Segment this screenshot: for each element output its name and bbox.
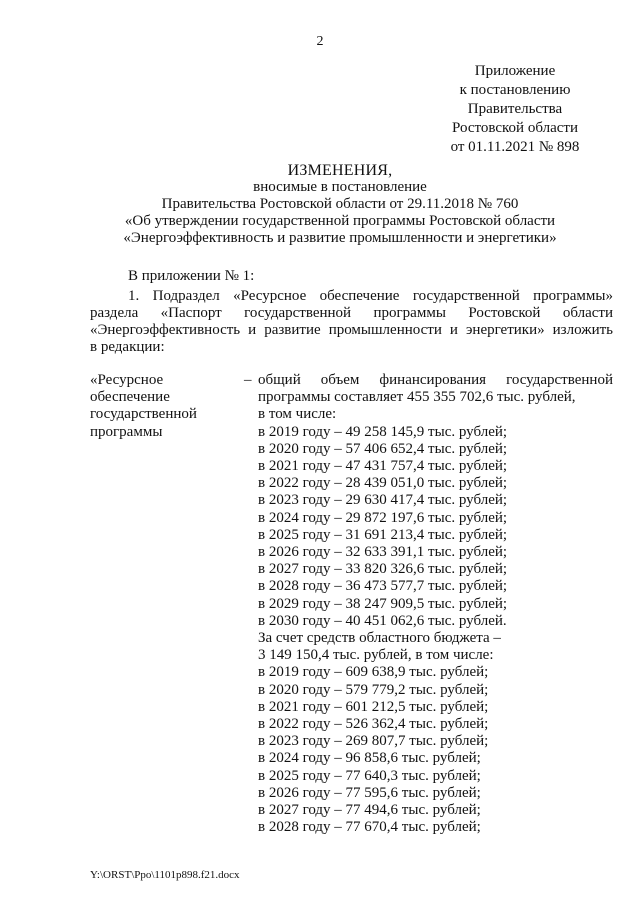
file-path-footer: Y:\ORST\Ppo\1101p898.f21.docx (90, 869, 240, 881)
total-line: в том числе: (258, 406, 337, 423)
regional-line: 3 149 150,4 тыс. рублей, в том числе: (258, 647, 494, 664)
attachment-block (440, 62, 590, 157)
year-amount-row: в 2019 году – 609 638,9 тыс. рублей; (258, 664, 489, 681)
year-amount-row: в 2026 году – 32 633 391,1 тыс. рублей; (258, 544, 508, 561)
heading-line: Правительства Ростовской области от 29.11.2018 № 760 (161, 196, 519, 212)
year-amount-row: в 2019 году – 49 258 145,9 тыс. рублей; (258, 423, 508, 440)
years-total-list (258, 424, 613, 630)
year-amount-row: в 2024 году – 29 872 197,6 тыс. рублей; (258, 509, 508, 526)
year-amount-row: в 2027 году – 77 494,6 тыс. рублей; (258, 802, 481, 819)
year-amount-row: в 2022 году – 28 439 051,0 тыс. рублей; (258, 475, 508, 492)
attachment-line: Правительства (467, 101, 563, 117)
heading-line: вносимые в постановление (253, 179, 427, 195)
paragraph-line: раздела «Паспорт государственной программы Ростовской области (90, 305, 613, 321)
paragraph-line: в редакции: (90, 339, 165, 355)
page-number: 2 (316, 34, 324, 49)
amendment-paragraph (90, 288, 613, 356)
heading-title: ИЗМЕНЕНИЯ, (287, 162, 393, 179)
year-amount-row: в 2026 году – 77 595,6 тыс. рублей; (258, 784, 481, 801)
year-amount-row: в 2020 году – 579 779,2 тыс. рублей; (258, 681, 489, 698)
year-amount-row: в 2028 году – 77 670,4 тыс. рублей; (258, 819, 481, 836)
year-amount-row: в 2021 году – 601 212,5 тыс. рублей; (258, 698, 489, 715)
total-word: государственной (506, 372, 613, 388)
year-amount-row: в 2025 году – 31 691 213,4 тыс. рублей; (258, 526, 508, 543)
resource-label (90, 372, 240, 441)
year-amount-row: в 2028 году – 36 473 577,7 тыс. рублей; (258, 578, 508, 595)
attachment-line: к постановлению (459, 82, 571, 98)
year-amount-row: в 2025 году – 77 640,3 тыс. рублей; (258, 767, 481, 784)
heading-line: «Об утверждении государственной программы Ростовской области (124, 213, 556, 229)
document-heading (60, 162, 620, 247)
attachment-line: Ростовской области (452, 120, 578, 136)
regional-line: За счет средств областного бюджета – (258, 630, 501, 647)
attachment-line: Приложение (474, 63, 556, 79)
total-line (258, 372, 613, 389)
total-word: общий (258, 372, 301, 388)
attachment-line: от 01.11.2021 № 898 (450, 139, 580, 155)
years-regional-list (258, 664, 613, 836)
year-amount-row: в 2022 году – 526 362,4 тыс. рублей; (258, 716, 489, 733)
year-amount-row: в 2021 году – 47 431 757,4 тыс. рублей; (258, 458, 508, 475)
resource-label-line: «Ресурсное (90, 372, 164, 388)
resource-content (258, 372, 613, 836)
resource-dash: – (244, 372, 252, 388)
paragraph-line: 1. Подраздел «Ресурсное обеспечение государственной программы» (128, 288, 613, 304)
year-amount-row: в 2027 году – 33 820 326,6 тыс. рублей; (258, 561, 508, 578)
resource-label-line: государственной (90, 406, 197, 423)
year-amount-row: в 2020 году – 57 406 652,4 тыс. рублей; (258, 440, 508, 457)
total-word: объем (320, 372, 360, 388)
year-amount-row: в 2023 году – 269 807,7 тыс. рублей; (258, 733, 489, 750)
year-amount-row: в 2029 году – 38 247 909,5 тыс. рублей; (258, 595, 508, 612)
year-amount-row: в 2023 году – 29 630 417,4 тыс. рублей; (258, 492, 508, 509)
year-amount-row: в 2024 году – 96 858,6 тыс. рублей; (258, 750, 481, 767)
heading-line: «Энергоэффективность и развитие промышленности и энергетики» (123, 230, 557, 246)
total-word: финансирования (379, 372, 487, 388)
paragraph-line: «Энергоэффективность и развитие промышленности и энергетики» изложить (90, 322, 613, 338)
total-line: программы составляет 455 355 702,6 тыс. рублей, (258, 389, 576, 406)
resource-label-line: обеспечение (90, 389, 170, 406)
year-amount-row: в 2030 году – 40 451 062,6 тыс. рублей. (258, 612, 507, 629)
resource-label-line: программы (90, 423, 163, 440)
intro-text: В приложении № 1: (128, 268, 255, 284)
